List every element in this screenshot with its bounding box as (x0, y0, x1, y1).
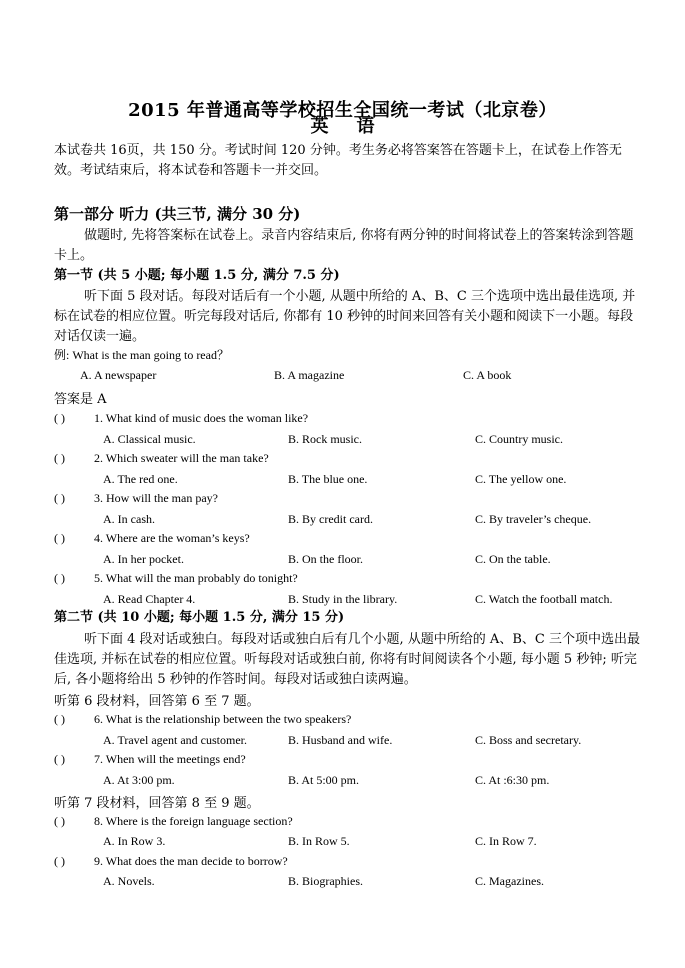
option-a: A. Travel agent and customer. (103, 733, 247, 747)
question-text: 6. What is the relationship between the two speakers? (94, 712, 352, 726)
answer-blank[interactable]: ( ) (54, 571, 65, 585)
option-c: C. Country music. (475, 432, 564, 446)
section1-instruction: 听下面 5 段对话。每段对话后有一个小题, 从题中所给的 A、B、C 三个选项中选出最佳选项, 并标在试卷的相应位置。听完每段对话后, 你都有 10 秒钟的时间来回答有关小题和阅读下一小题。每段对话仅读一遍。 (54, 289, 636, 344)
question-text: 5. What will the man probably do tonight? (94, 571, 298, 585)
question-item (54, 854, 288, 869)
example-question: 例: What is the man going to read？ (54, 348, 229, 362)
option-b: B. At 5:00 pm. (288, 773, 360, 787)
option-b: B. Study in the library. (288, 592, 398, 606)
option-a: A. Read Chapter 4. (103, 592, 196, 606)
option-c: C. The yellow one. (475, 472, 567, 486)
question-text: 7. When will the meetings end? (94, 752, 246, 766)
option-b: B. The blue one. (288, 472, 368, 486)
question-item (54, 411, 308, 426)
part1-instruction: 做题时, 先将答案标在试卷上。录音内容结束后, 你将有两分钟的时间将试卷上的答案转涂到答题卡上。 (54, 228, 634, 263)
example-answer: 答案是 A (54, 392, 107, 407)
option-a: A. In her pocket. (103, 552, 184, 566)
question-text: 4. Where are the woman’s keys? (94, 531, 250, 545)
option-c: C. Boss and secretary. (475, 733, 582, 747)
option-c: C. At :6:30 pm. (475, 773, 550, 787)
question-item (54, 814, 293, 829)
option-a: A. Novels. (103, 874, 155, 888)
example-option-c: C. A book (463, 368, 512, 382)
question-text: 3. How will the man pay? (94, 491, 218, 505)
option-c: C. By traveler’s cheque. (475, 512, 592, 526)
option-a: A. At 3:00 pm. (103, 773, 175, 787)
part1-heading: 第一部分 听力 (共三节, 满分 30 分) (54, 205, 301, 223)
option-b: B. Biographies. (288, 874, 363, 888)
section2-instruction: 听下面 4 段对话或独白。每段对话或独白后有几个小题, 从题中所给的 A、B、C 三个项中选出最佳选项, 并标在试卷的相应位置。听每段对话或独白前, 你将有时间阅读各个小题, 每小题 5 秒钟; 听完后, 各小题将给出 5 秒钟的作答时间。每段对话或独白读两遍。 (54, 632, 640, 687)
material-6-note: 听第 6 段材料，回答第 6 至 7 题。 (54, 694, 260, 709)
question-text: 8. Where is the foreign language section? (94, 814, 293, 828)
answer-blank[interactable]: ( ) (54, 712, 65, 726)
question-item (54, 531, 250, 546)
question-text: 1. What kind of music does the woman like? (94, 411, 309, 425)
example-option-b: B. A magazine (274, 368, 345, 382)
answer-blank[interactable]: ( ) (54, 411, 65, 425)
intro-paragraph: 本试卷共 16页，共 150 分。考试时间 120 分钟。考生务必将答案答在答题卡上，在试卷上作答无效。考试结束后，将本试卷和答题卡一并交回。 (54, 143, 622, 178)
question-text: 2. Which sweater will the man take? (94, 451, 269, 465)
option-c: C. In Row 7. (475, 834, 537, 848)
section1-heading: 第一节 (共 5 小题; 每小题 1.5 分, 满分 7.5 分) (54, 268, 340, 283)
option-b: B. On the floor. (288, 552, 363, 566)
option-b: B. By credit card. (288, 512, 373, 526)
answer-blank[interactable]: ( ) (54, 451, 65, 465)
option-a: A. In Row 3. (103, 834, 166, 848)
option-b: B. In Row 5. (288, 834, 350, 848)
question-item (54, 571, 298, 586)
answer-blank[interactable]: ( ) (54, 531, 65, 545)
option-c: C. Watch the football match. (475, 592, 613, 606)
option-a: A. The red one. (103, 472, 178, 486)
answer-blank[interactable]: ( ) (54, 854, 65, 868)
answer-blank[interactable]: ( ) (54, 491, 65, 505)
question-item (54, 752, 246, 767)
option-b: B. Husband and wife. (288, 733, 393, 747)
material-7-note: 听第 7 段材料，回答第 8 至 9 题。 (54, 796, 260, 811)
example-option-a: A. A newspaper (80, 368, 157, 382)
question-item (54, 712, 351, 727)
subject-title: 英语 (310, 116, 403, 137)
option-a: A. Classical music. (103, 432, 196, 446)
answer-blank[interactable]: ( ) (54, 814, 65, 828)
question-item (54, 451, 269, 466)
question-item (54, 491, 218, 506)
page-title: 2015 年普通高等学校招生全国统一考试（北京卷） (128, 100, 557, 121)
answer-blank[interactable]: ( ) (54, 752, 65, 766)
option-a: A. In cash. (103, 512, 155, 526)
section2-heading: 第二节 (共 10 小题; 每小题 1.5 分, 满分 15 分) (54, 610, 345, 625)
question-text: 9. What does the man decide to borrow? (94, 854, 288, 868)
option-c: C. Magazines. (475, 874, 544, 888)
option-c: C. On the table. (475, 552, 551, 566)
option-b: B. Rock music. (288, 432, 362, 446)
